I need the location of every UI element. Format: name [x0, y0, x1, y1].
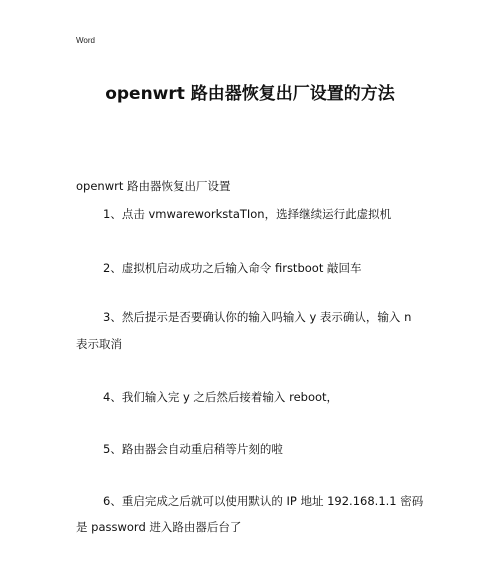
header-label: Word: [76, 36, 95, 45]
step-2: 2、虚拟机启动成功之后输入命令 firstboot 敲回车: [103, 261, 362, 275]
page-title: openwrt 路由器恢复出厂设置的方法: [105, 84, 395, 104]
step-4: 4、我们输入完 y 之后然后接着输入 reboot，: [103, 390, 339, 404]
step-6: 6、重启完成之后就可以使用默认的 IP 地址 192.168.1.1 密码: [103, 494, 424, 508]
step-3: 3、然后提示是否要确认你的输入吗输入 y 表示确认，输入 n: [103, 310, 412, 324]
step-1: 1、点击 vmwareworkstaTIon，选择继续运行此虚拟机: [103, 207, 392, 221]
step-3-continued: 表示取消: [76, 337, 122, 351]
step-5: 5、路由器会自动重启稍等片刻的啦: [103, 442, 283, 456]
step-6-continued: 是 password 进入路由器后台了: [76, 520, 242, 534]
section-subtitle: openwrt 路由器恢复出厂设置: [76, 179, 231, 193]
